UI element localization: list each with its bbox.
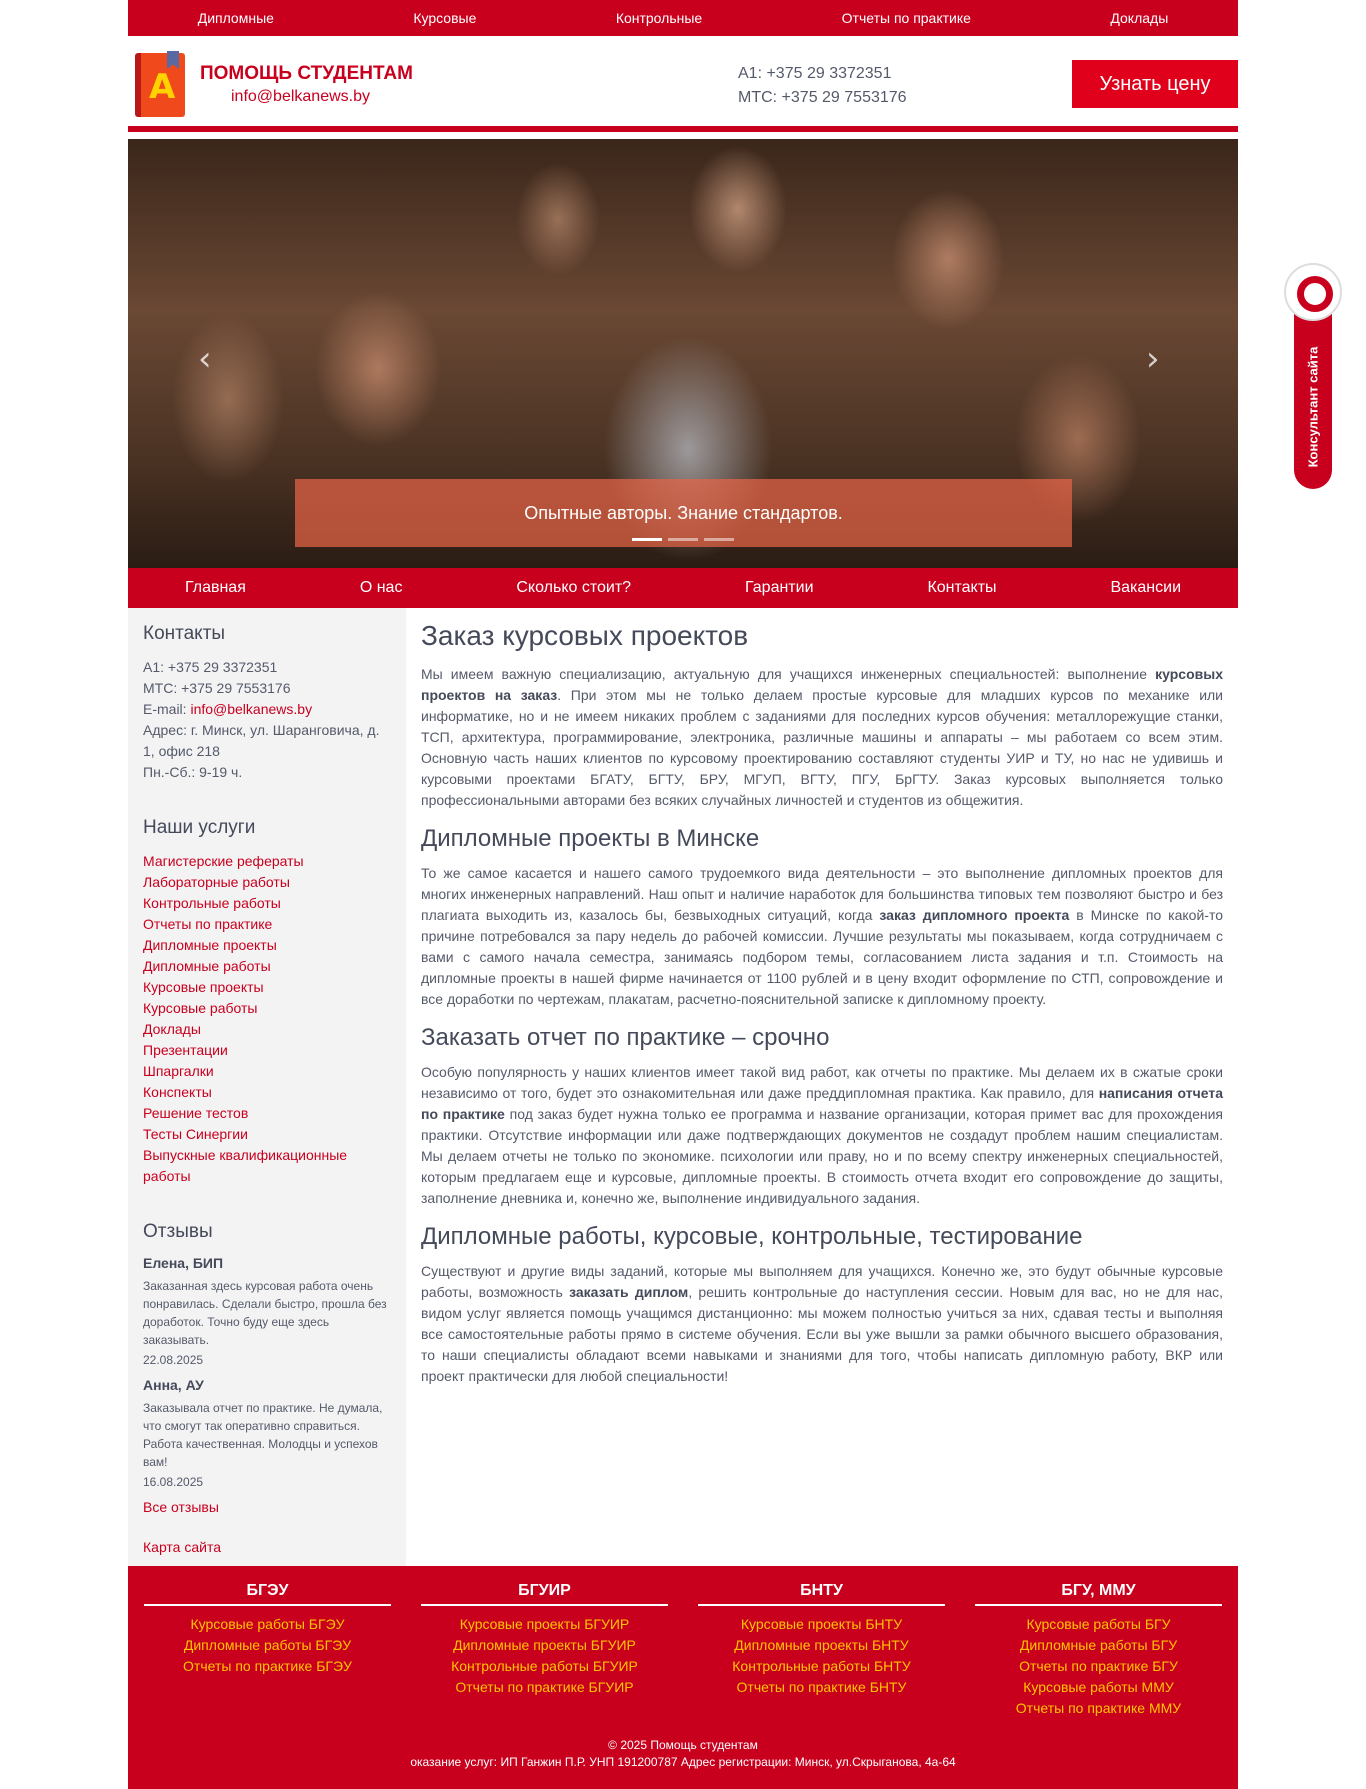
services-heading: Наши услуги (143, 817, 256, 838)
top-nav-reports[interactable]: Доклады (1110, 10, 1169, 26)
brand-name[interactable]: ПОМОЩЬ СТУДЕНТАМ (200, 63, 413, 84)
footer-column-bgu-mmu (975, 1582, 1222, 1719)
review-author: Анна, АУ (143, 1377, 204, 1393)
hero-slider (128, 139, 1238, 568)
contact-email-row (143, 699, 391, 720)
slider-dot[interactable] (704, 538, 734, 541)
copyright: © 2025 Помощь студентам (608, 1738, 758, 1752)
service-link[interactable]: Дипломные работы (143, 958, 271, 974)
top-nav-practice-reports[interactable]: Отчеты по практике (841, 10, 971, 26)
nav-home[interactable]: Главная (184, 579, 246, 596)
service-link[interactable]: Решение тестов (143, 1105, 249, 1121)
text-span: в Минске по какой-то причине потребовался за пару недель до рабочей комиссии. Лучшие результаты мы показываем, когда сотрудничаем с вами с самого начала семестра, занимаясь подбором темы, согласованием листа задания и т.п. Стоимость на дипломные проекты в нашей фирме начинается от 1100 рублей и в цену входит оформление по СТП, сопровождение и все доработки по чертежам, плакатам, расчетно-пояснительной записке к дипломному проекту. (421, 907, 1223, 1007)
bold-span: курсовых проектов на заказ (421, 666, 1223, 703)
article-paragraph (421, 664, 1223, 811)
service-link[interactable]: Шпаргалки (143, 1063, 214, 1079)
contact-mts: МТС: +375 29 7553176 (143, 680, 291, 696)
review-item (143, 1255, 391, 1367)
footer-link[interactable]: Отчеты по практике БГЭУ (183, 1658, 352, 1674)
footer-legal (128, 1737, 1238, 1771)
slide-caption: Опытные авторы. Знание стандартов. (295, 479, 1072, 547)
sidebar (128, 608, 406, 1566)
reviews-heading: Отзывы (143, 1221, 213, 1242)
slider-prev-icon[interactable]: ‹ (198, 339, 212, 379)
nav-guarantees[interactable]: Гарантии (745, 579, 814, 596)
nav-vacancies[interactable]: Вакансии (1110, 579, 1182, 596)
article-paragraph (421, 863, 1223, 1010)
service-link[interactable]: Курсовые работы (143, 1000, 258, 1016)
review-date: 16.08.2025 (143, 1475, 204, 1489)
phone-mts[interactable]: МТС: +375 29 7553176 (738, 89, 907, 106)
sidebar-email-link[interactable]: info@belkanews.by (190, 701, 313, 717)
all-reviews-link[interactable]: Все отзывы (143, 1499, 219, 1515)
review-item (143, 1377, 391, 1489)
slider-indicators (632, 538, 734, 541)
service-link[interactable]: Контрольные работы (143, 895, 281, 911)
footer-link[interactable]: Отчеты по практике БНТУ (736, 1679, 907, 1695)
service-link[interactable]: Доклады (143, 1021, 201, 1037)
article-paragraph (421, 1261, 1223, 1387)
slider-next-icon[interactable]: › (1146, 339, 1160, 379)
text-span: Существуют и другие виды заданий, которые мы выполняем для учащихся. Конечно же, это будут обычные курсовые работы, возможность (421, 1263, 1223, 1300)
sitemap-link[interactable]: Карта сайта (143, 1539, 221, 1555)
slider-dot[interactable] (632, 538, 662, 541)
section-heading: Дипломные проекты в Минске (421, 825, 760, 852)
site-footer (128, 1566, 1238, 1789)
contact-a1: А1: +375 29 3372351 (143, 659, 278, 675)
footer-column-title: БГУ, ММУ (975, 1582, 1222, 1606)
legal-info: оказание услуг: ИП Ганжин П.Р. УНП 191200787 Адрес регистрации: Минск, ул.Скрыганова, 4а-64 (410, 1755, 956, 1769)
main-nav (128, 568, 1238, 608)
header-phones (738, 62, 907, 110)
top-nav-tests[interactable]: Контрольные (615, 10, 703, 26)
footer-column-bgeu (144, 1582, 391, 1719)
contacts-heading: Контакты (143, 623, 226, 644)
text-span: Мы имеем важную специализацию, актуальную для учащихся инженерных специальностей: выполнение (421, 666, 1156, 682)
contacts-block (143, 657, 391, 783)
review-text: Заказывала отчет по практике. Не думала, что смогут так оперативно справиться. Работа качественная. Молодцы и успехов вам! (143, 1401, 383, 1469)
consultant-label[interactable]: Консультант сайта (1305, 346, 1321, 468)
footer-link[interactable]: Отчеты по практике БГУИР (455, 1679, 634, 1695)
review-text: Заказанная здесь курсовая работа очень понравилась. Сделали быстро, прошла без доработок. Точно буду еще здесь заказывать. (143, 1279, 387, 1347)
service-link[interactable]: Дипломные проекты (143, 937, 277, 953)
review-date: 22.08.2025 (143, 1353, 204, 1367)
services-list (143, 851, 391, 1187)
footer-link[interactable]: Контрольные работы БГУИР (451, 1658, 638, 1674)
logo-letter: А (149, 67, 176, 107)
email-label: E-mail: (143, 701, 191, 717)
footer-columns (128, 1566, 1238, 1719)
footer-column-title: БГУИР (421, 1582, 668, 1606)
footer-link[interactable]: Дипломные проекты БГУИР (453, 1637, 636, 1653)
footer-link[interactable]: Отчеты по практике ММУ (1015, 1700, 1182, 1716)
site-header (128, 36, 1238, 132)
nav-pricing[interactable]: Сколько стоит? (516, 579, 632, 596)
footer-column-title: БНТУ (698, 1582, 945, 1606)
slider-dot[interactable] (668, 538, 698, 541)
top-nav-coursework[interactable]: Курсовые (413, 10, 477, 26)
phone-a1[interactable]: А1: +375 29 3372351 (738, 65, 892, 82)
text-span: . При этом мы не только делаем простые курсовые для младших курсов по механике или информатике, но и не имеем никаких проблем с заданиями для последних курсов обучения: металлорежущие станки, ТСП, архитектура, программирование, электроника, различные машины и аппараты – мы работаем со всем этим. Основную часть наших клиентов по курсовому проектированию составляют студенты УИР и ТУ, но нас не удивишь и курсовыми проектами БГАТУ, БГТУ, БРУ, МГУП, ВГТУ, ПГУ, БрГТУ. Заказ курсовых выполняется только профессиональными авторами без всяких случайных личностей и студентов из общежития. (421, 687, 1223, 808)
footer-column-title: БГЭУ (144, 1582, 391, 1606)
get-price-button[interactable]: Узнать цену (1072, 60, 1238, 108)
article-paragraph (421, 1062, 1223, 1209)
service-link[interactable]: Презентации (143, 1042, 228, 1058)
service-link[interactable]: Тесты Синергии (143, 1126, 248, 1142)
top-nav-diploma[interactable]: Дипломные (197, 10, 274, 26)
text-span: , решить контрольные до наступления сессии. Новым для вас, но не для нас, видом услуг является помощь учащимся дистанционно: мы можем полностью учиться за них, сдавая тесты и выполняя все самостоятельные работы прямо в системе обучения. Если вы уже вышли за рамки обычного высшего образования, то наши специалисты обладают всеми навыками и знаниями для того, чтобы написать дипломную работу, ВКР или проект практически для любой специальности! (421, 1284, 1223, 1384)
section-heading: Заказать отчет по практике – срочно (421, 1024, 830, 1051)
header-email-link[interactable]: info@belkanews.by (231, 88, 370, 105)
service-link[interactable]: Выпускные квалификационные работы (143, 1147, 348, 1184)
section-heading: Дипломные работы, курсовые, контрольные, тестирование (421, 1223, 1083, 1250)
consultant-widget[interactable] (1294, 267, 1332, 489)
bold-span: заказать диплом (569, 1284, 689, 1300)
chat-ring-icon[interactable] (1284, 263, 1342, 321)
footer-link[interactable]: Дипломные работы БГУ (1019, 1637, 1178, 1653)
footer-link[interactable]: Курсовые проекты БНТУ (740, 1616, 903, 1632)
footer-link[interactable]: Отчеты по практике БГУ (1019, 1658, 1178, 1674)
service-link[interactable]: Магистерские рефераты (143, 853, 304, 869)
bold-span: написания отчета по практике (421, 1085, 1223, 1122)
top-nav (128, 0, 1238, 36)
footer-column-bguir (421, 1582, 668, 1719)
footer-link[interactable]: Курсовые проекты БГУИР (459, 1616, 630, 1632)
text-span: Особую популярность у наших клиентов имеет такой вид работ, как отчеты по практике. Мы делаем их в сжатые сроки независимо от того, будет это ознакомительная или даже преддипломная практика. Как правило, для (421, 1064, 1223, 1101)
contact-hours: Пн.-Сб.: 9-19 ч. (143, 764, 243, 780)
service-link[interactable]: Лабораторные работы (143, 874, 290, 890)
text-span: под заказ будет нужна только ее программа и название организации, которая примет вас для прохождения практики. Отсутствие информации или даже подтверждающих документов не создадут проблем нашим специалистам. Мы делаем отчеты не только по экономике. психологии или праву, но и по всему спектру инженерных специальностей, которым предлагаем еще и курсовые, дипломные проекты. В стоимость отчета входит его сопровождение до защиты, заполнение дневника и, конечно же, выполнение индивидуального задания. (421, 1106, 1223, 1206)
bold-span: заказ дипломного проекта (879, 907, 1070, 923)
nav-about[interactable]: О нас (359, 579, 403, 596)
footer-column-bntu (698, 1582, 945, 1719)
footer-link[interactable]: Курсовые работы БГУ (1026, 1616, 1171, 1632)
footer-link[interactable]: Контрольные работы БНТУ (732, 1658, 911, 1674)
footer-link[interactable]: Дипломные работы БГЭУ (183, 1637, 352, 1653)
footer-link[interactable]: Курсовые работы ММУ (1023, 1679, 1174, 1695)
logo-book-icon[interactable] (135, 53, 185, 117)
footer-link[interactable]: Дипломные проекты БНТУ (734, 1637, 909, 1653)
footer-link[interactable]: Курсовые работы БГЭУ (190, 1616, 345, 1632)
contact-address: Адрес: г. Минск, ул. Шаранговича, д. 1, офис 218 (143, 722, 380, 759)
page-title: Заказ курсовых проектов (421, 620, 749, 651)
review-author: Елена, БИП (143, 1255, 224, 1271)
nav-contacts[interactable]: Контакты (927, 579, 997, 596)
main-content (421, 620, 1223, 1387)
service-link[interactable]: Курсовые проекты (143, 979, 264, 995)
service-link[interactable]: Отчеты по практике (143, 916, 273, 932)
service-link[interactable]: Конспекты (143, 1084, 212, 1100)
text-span: То же самое касается и нашего самого трудоемкого вида деятельности – это выполнение дипломных проектов для многих инженерных направлений. Наш опыт и наличие наработок для большинства типовых тем позволяют быстро и без плагиата выходить из, казалось бы, безвыходных ситуаций, когда (421, 865, 1223, 923)
